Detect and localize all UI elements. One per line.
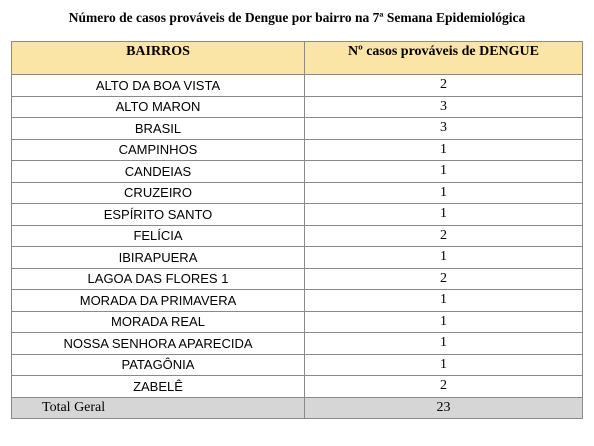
bairro-name-cell: ESPÍRITO SANTO <box>12 204 305 226</box>
table-row <box>12 75 583 97</box>
bairro-name-cell: NOSSA SENHORA APARECIDA <box>12 333 305 355</box>
table-row <box>12 139 583 161</box>
table-row <box>12 290 583 312</box>
casos-count-cell: 1 <box>305 290 583 312</box>
total-value: 23 <box>305 397 583 419</box>
bairro-name-cell: PATAGÔNIA <box>12 354 305 376</box>
casos-count-cell: 1 <box>305 139 583 161</box>
table-body <box>12 75 583 419</box>
page-title: Número de casos prováveis de Dengue por bairro na 7ª Semana Epidemiológica <box>68 10 526 25</box>
casos-count-cell: 1 <box>305 161 583 183</box>
bairro-name-cell: ALTO DA BOA VISTA <box>12 75 305 97</box>
column-header-bairros: BAIRROS <box>12 42 305 75</box>
casos-count-cell: 3 <box>305 118 583 140</box>
table-header-row <box>12 42 583 75</box>
casos-count-cell: 1 <box>305 182 583 204</box>
table-row <box>12 161 583 183</box>
casos-count-cell: 1 <box>305 354 583 376</box>
dengue-cases-table <box>11 41 583 419</box>
table-row <box>12 182 583 204</box>
table-row <box>12 118 583 140</box>
bairro-name-cell: LAGOA DAS FLORES 1 <box>12 268 305 290</box>
casos-count-cell: 3 <box>305 96 583 118</box>
bairro-name-cell: CAMPINHOS <box>12 139 305 161</box>
bairro-name-cell: ALTO MARON <box>12 96 305 118</box>
casos-count-cell: 1 <box>305 247 583 269</box>
bairro-name-cell: MORADA DA PRIMAVERA <box>12 290 305 312</box>
total-label: Total Geral <box>12 397 305 419</box>
bairro-name-cell: FELÍCIA <box>12 225 305 247</box>
table-row <box>12 225 583 247</box>
casos-count-cell: 1 <box>305 204 583 226</box>
bairro-name-cell: IBIRAPUERA <box>12 247 305 269</box>
casos-count-cell: 2 <box>305 376 583 398</box>
casos-count-cell: 2 <box>305 268 583 290</box>
table-row <box>12 268 583 290</box>
table-row <box>12 204 583 226</box>
bairro-name-cell: CRUZEIRO <box>12 182 305 204</box>
casos-count-cell: 2 <box>305 225 583 247</box>
bairro-name-cell: ZABELÊ <box>12 376 305 398</box>
casos-count-cell: 2 <box>305 75 583 97</box>
bairro-name-cell: MORADA REAL <box>12 311 305 333</box>
table-row <box>12 96 583 118</box>
casos-count-cell: 1 <box>305 311 583 333</box>
total-row <box>12 397 583 419</box>
bairro-name-cell: CANDEIAS <box>12 161 305 183</box>
casos-count-cell: 1 <box>305 333 583 355</box>
table-row <box>12 333 583 355</box>
table-row <box>12 311 583 333</box>
table-row <box>12 354 583 376</box>
column-header-casos: Nº casos prováveis de DENGUE <box>305 42 583 75</box>
table-row <box>12 376 583 398</box>
bairro-name-cell: BRASIL <box>12 118 305 140</box>
table-row <box>12 247 583 269</box>
